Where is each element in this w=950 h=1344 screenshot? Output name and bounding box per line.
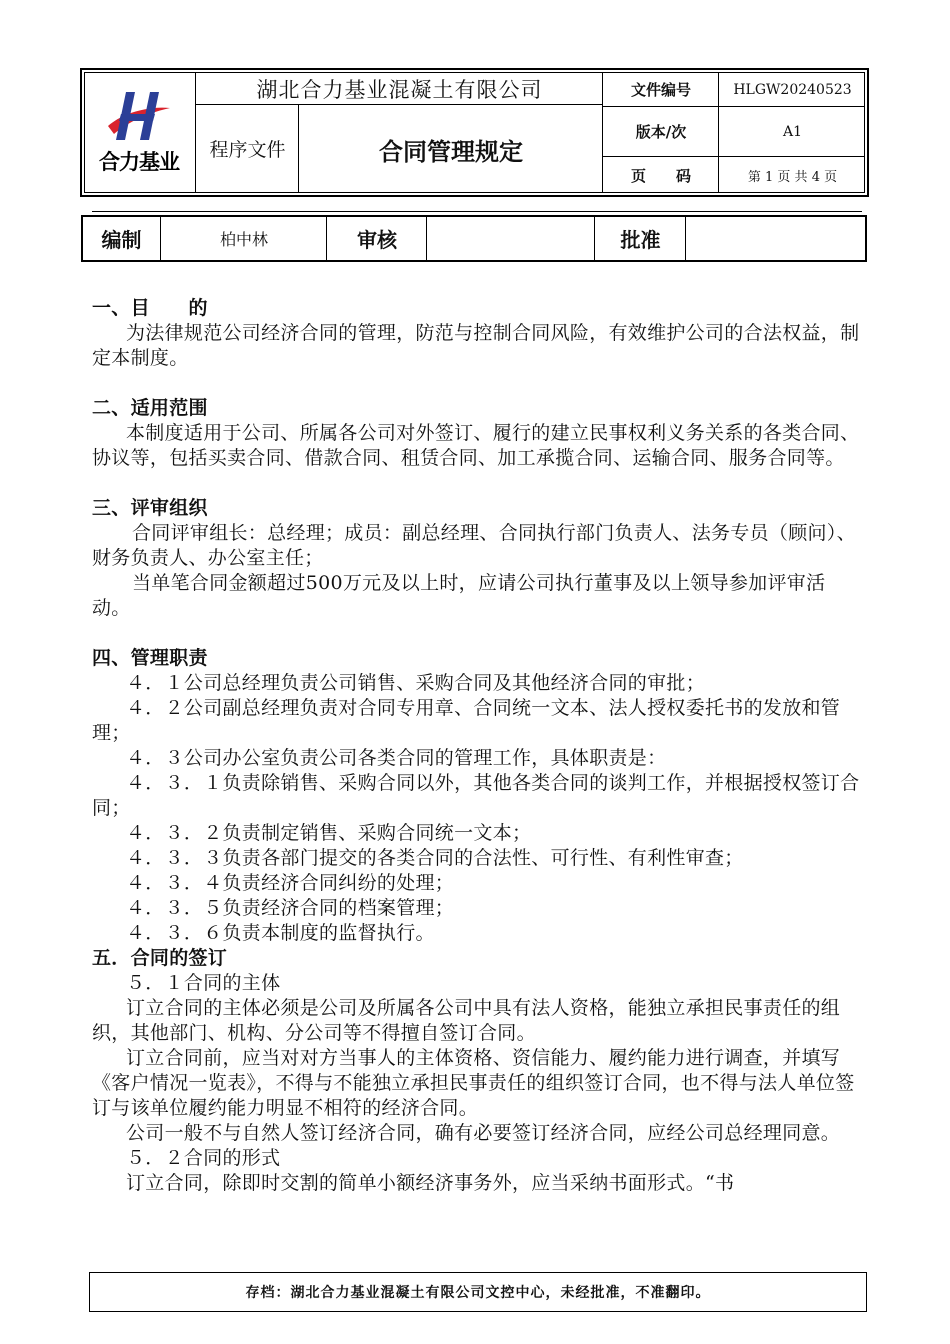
list-item: ４．３．６负责本制度的监督执行。 [126, 922, 435, 944]
logo-mark-icon [104, 90, 174, 144]
page-label: 页 码 [630, 166, 691, 185]
approve-label: 批准 [620, 228, 661, 252]
review-label: 审核 [357, 228, 397, 252]
compile-value: 柏中林 [219, 230, 268, 249]
approve-value [687, 217, 865, 260]
version-value: A1 [782, 123, 803, 140]
section-5-paragraph-1: 订立合同的主体必须是公司及所属各公司中具有法人资格，能独立承担民事责任的组织，其他部门、机构、分公司等不得擅自签订合同。 [92, 997, 841, 1044]
compile-label: 编制 [101, 228, 142, 252]
section-2-heading: 二、适用范围 [92, 397, 208, 419]
list-item: ４．３．５负责经济合同的档案管理； [126, 897, 455, 919]
section-1-heading: 一、目 的 [92, 297, 208, 319]
doc-type [197, 106, 298, 193]
section-5-paragraph-3: 公司一般不与自然人签订经济合同，确有必要签订经济合同，应经公司总经理同意。 [126, 1122, 841, 1144]
section-5-subheading-1: ５．１合同的主体 [126, 972, 281, 994]
section-5-paragraph-4: 订立合同，除即时交割的简单小额经济事务外，应当采纳书面形式。“书 [126, 1172, 735, 1194]
section-3-paragraph-2: 当单笔合同金额超过500万元及以上时，应请公司执行董事及以上领导参加评审活动。 [92, 572, 826, 619]
section-5-subheading-2: ５．２合同的形式 [126, 1147, 281, 1169]
company-name: 湖北合力基业混凝土有限公司 [256, 77, 543, 102]
file-number-value: HLGW20240523 [733, 81, 852, 98]
logo-text: 合力基业 [99, 150, 179, 174]
review-value [428, 217, 594, 260]
list-item: ４．３．４负责经济合同纠纷的处理； [126, 872, 455, 894]
list-item: ４．３．１负责除销售、采购合同以外，其他各类合同的谈判工作，并根据授权签订合同； [92, 772, 860, 819]
section-4-heading: 四、管理职责 [92, 647, 208, 669]
list-item: ４．３．３负责各部门提交的各类合同的合法性、可行性、有利性审查； [126, 847, 744, 869]
list-item: ４．１公司总经理负责公司销售、采购合同及其他经济合同的审批； [126, 672, 706, 694]
list-item: ４．３公司办公室负责公司各类合同的管理工作，具体职责是： [126, 747, 667, 769]
version-label: 版本/次 [635, 123, 687, 141]
document-title: 合同管理规定 [379, 138, 523, 166]
footer-note: 存档：湖北合力基业混凝土有限公司文控中心，未经批准，不准翻印。 [245, 1285, 711, 1301]
section-5-heading: 五．合同的签订 [92, 947, 228, 969]
section-3-heading: 三、评审组织 [92, 497, 208, 519]
section-2-paragraph: 本制度适用于公司、所属各公司对外签订、履行的建立民事权利义务关系的各类合同、协议等，包括买卖合同、借款合同、租赁合同、加工承揽合同、运输合同、服务合同等。 [92, 422, 860, 469]
section-3-paragraph-1: 合同评审组长：总经理；成员：副总经理、合同执行部门负责人、法务专员（顾问）、财务负责人、办公室主任； [92, 522, 856, 569]
section-1-paragraph: 为法律规范公司经济合同的管理，防范与控制合同风险，有效维护公司的合法权益，制定本制度。 [92, 322, 860, 369]
file-number-label: 文件编号 [630, 81, 691, 99]
page-value: 第 1 页 共 4 页 [747, 169, 838, 185]
company-logo [86, 76, 192, 190]
list-item: ４．３．２负责制定销售、采购合同统一文本； [126, 822, 532, 844]
document-body [92, 296, 860, 1196]
doc-type-label: 程序文件 [209, 138, 286, 161]
section-5-paragraph-2: 订立合同前，应当对对方当事人的主体资格、资信能力、履约能力进行调查，并填写《客户情况一览表》，不得与不能独立承担民事责任的组织签订合同，也不得与法人单位签订与该单位履约能力明显不相符的经济合同。 [92, 1047, 855, 1119]
list-item: ４．２公司副总经理负责对合同专用章、合同统一文本、法人授权委托书的发放和管理； [92, 697, 841, 744]
